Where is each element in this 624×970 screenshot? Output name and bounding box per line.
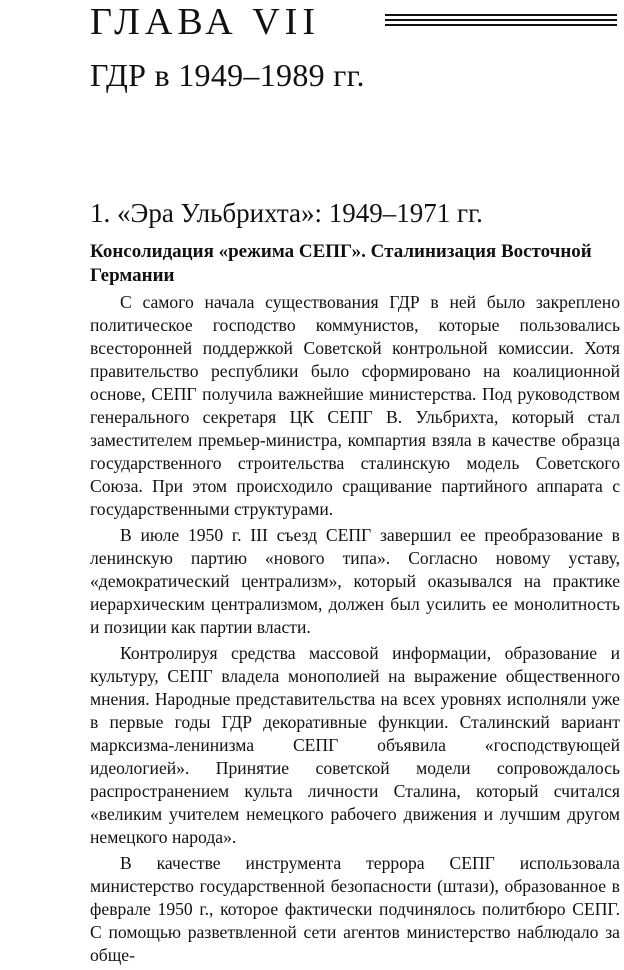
- chapter-decorative-rules: [385, 14, 617, 30]
- rule-line: [385, 14, 617, 16]
- section-title: 1. «Эра Ульбрихта»: 1949–1971 гг.: [90, 198, 483, 228]
- paragraph: В июле 1950 г. III съезд СЕПГ завершил ее преобразование в ленинскую партию «нового типа». Согласно новому уставу, «демократический централизм», который оказывался на практике иерархическим централизмом, должен был усилить ее монолитность и позиции как партии власти.: [90, 525, 620, 637]
- chapter-title: ГДР в 1949–1989 гг.: [90, 57, 365, 93]
- chapter-label: ГЛАВА VII: [90, 1, 320, 43]
- body-text: [90, 291, 620, 970]
- paragraph: В качестве инструмента террора СЕПГ использовала министерство государственной безопасности (штази), образованное в феврале 1950 г., которое фактически подчинялось политбюро СЕПГ. С помощью разветвленной сети агентов министерство наблюдало за обще-: [90, 853, 620, 965]
- subsection-title: Консолидация «режима СЕПГ». Сталинизация Восточной Германии: [90, 241, 592, 286]
- chapter-header: [90, 2, 620, 42]
- rule-line: [385, 24, 617, 26]
- paragraph: С самого начала существования ГДР в ней было закреплено политическое господство коммунистов, которые пользовались всесторонней поддержкой Советской контрольной комиссии. Хотя правительство республики было сформировано на коалиционной основе, СЕПГ получила важнейшие министерства. Под руководством генерального секретаря ЦК СЕПГ В. Ульбрихта, который стал заместителем премьер-министра, компартия взяла в качестве образца государственного строительства сталинскую модель Советского Союза. При этом происходило сращивание партийного аппарата с государственными структурами.: [90, 292, 620, 519]
- paragraph: Контролируя средства массовой информации, образование и культуру, СЕПГ владела монополией на выражение общественного мнения. Народные представительства на всех уровнях исполняли уже в первые годы ГДР декоративные функции. Сталинский вариант марксизма-ленинизма СЕПГ объявила «господствующей идеологией». Принятие советской модели сопровождалось распространением культа личности Сталина, который считался «великим учителем немецкого рабочего движения и лучшим другом немецкого народа».: [90, 643, 620, 847]
- rule-line: [385, 19, 617, 21]
